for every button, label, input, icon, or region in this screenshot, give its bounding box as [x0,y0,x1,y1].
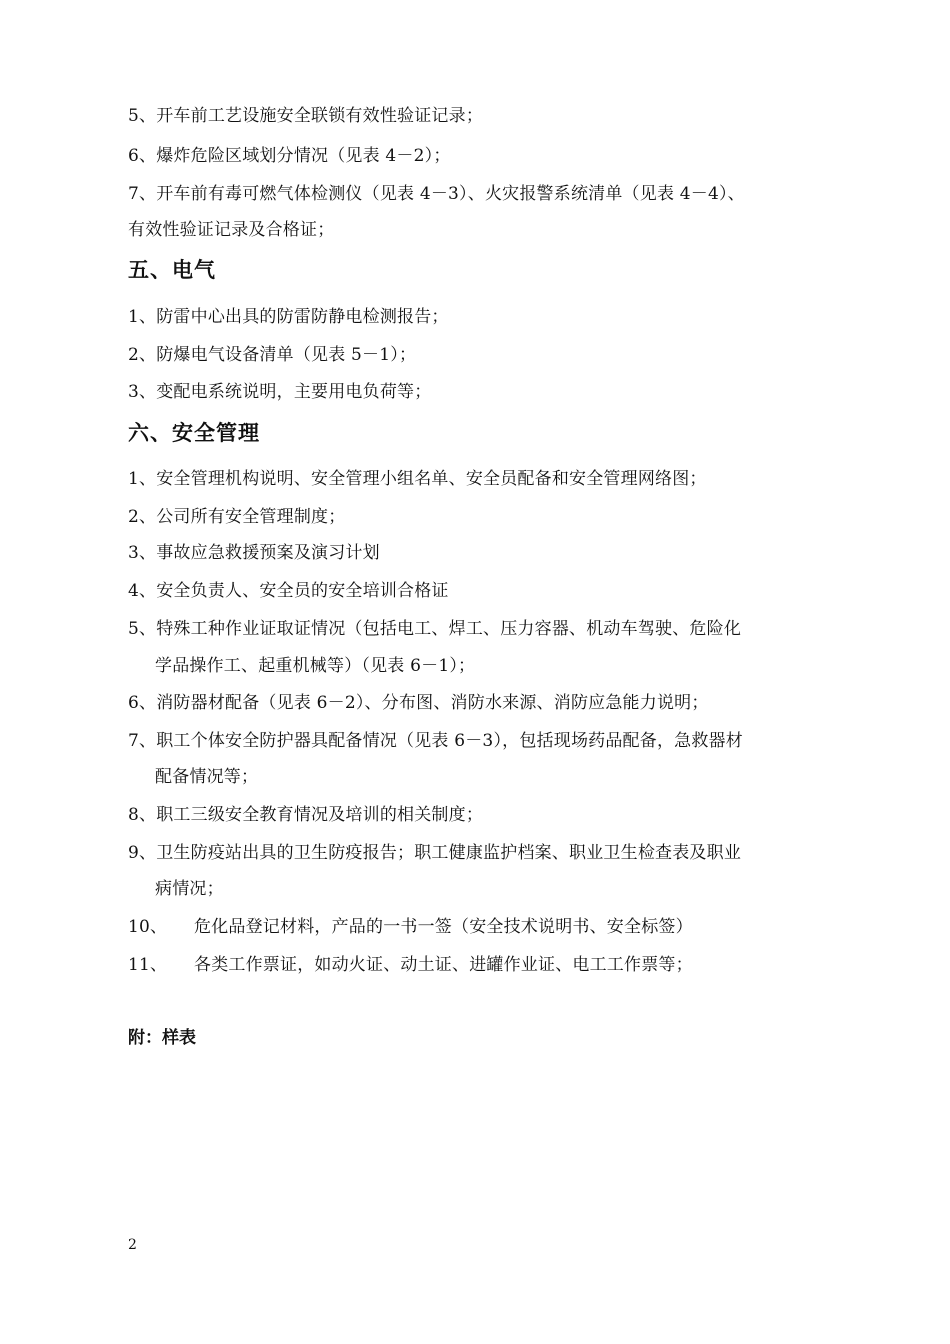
section-heading-safety-management: 六、安全管理 [128,421,260,445]
list-item: 5、特殊工种作业证取证情况（包括电工、焊工、压力容器、机动车驾驶、危险化 [128,619,742,639]
list-item-continuation: 病情况； [155,879,224,899]
list-item: 5、开车前工艺设施安全联锁有效性验证记录； [128,106,484,126]
list-item: 8、职工三级安全教育情况及培训的相关制度； [128,805,484,825]
list-item-text: 各类工作票证，如动火证、动土证、进罐作业证、电工工作票等； [194,955,693,975]
list-item: 1、防雷中心出具的防雷防静电检测报告； [128,307,449,327]
list-item: 3、事故应急救援预案及演习计划 [128,543,380,563]
list-item-text: 危化品登记材料，产品的一书一签（安全技术说明书、安全标签） [194,917,693,937]
list-item: 7、开车前有毒可燃气体检测仪（见表 4－3）、火灾报警系统清单（见表 4－4）、 [128,184,745,204]
page-number: 2 [128,1237,137,1253]
list-item [128,915,693,939]
list-item: 4、安全负责人、安全员的安全培训合格证 [128,581,449,601]
attachment-label: 附：样表 [128,1028,196,1048]
list-item-continuation: 有效性验证记录及合格证； [128,220,335,240]
list-item: 3、变配电系统说明，主要用电负荷等； [128,382,432,402]
list-item-number: 11、 [128,955,168,975]
section-heading-electrical: 五、电气 [128,258,216,282]
list-item-continuation: 配备情况等； [155,767,259,787]
list-item: 6、爆炸危险区域划分情况（见表 4－2）； [128,146,451,166]
list-item: 2、公司所有安全管理制度； [128,507,346,527]
list-item-continuation: 学品操作工、起重机械等）（见表 6－1）； [155,656,476,676]
list-item: 1、安全管理机构说明、安全管理小组名单、安全员配备和安全管理网络图； [128,469,707,489]
list-item: 7、职工个体安全防护器具配备情况（见表 6－3），包括现场药品配备，急救器材 [128,731,743,751]
list-item: 6、消防器材配备（见表 6－2）、分布图、消防水来源、消防应急能力说明； [128,693,709,713]
list-item: 9、卫生防疫站出具的卫生防疫报告；职工健康监护档案、职业卫生检查表及职业 [128,843,742,863]
list-item [128,953,693,977]
list-item: 2、防爆电气设备清单（见表 5－1）； [128,345,417,365]
list-item-number: 10、 [128,917,168,937]
